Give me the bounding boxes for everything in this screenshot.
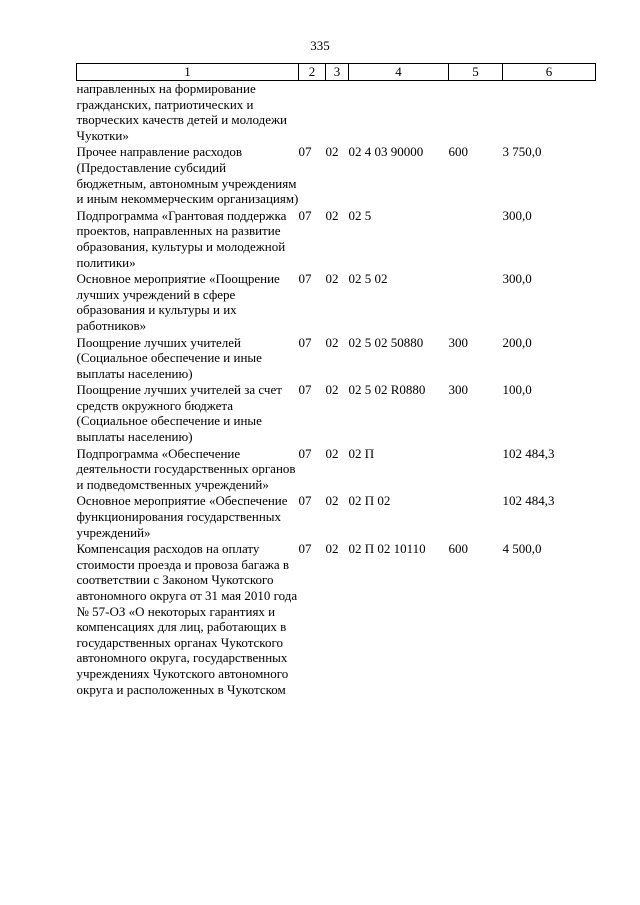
row-target-item: 02 5 02 R0880 [348,382,426,398]
row-subsection: 02 [325,382,339,398]
row-section: 07 [298,207,312,223]
row-section: 07 [298,493,312,509]
column-header-amount: 6 [503,64,596,81]
row-subsection: 02 [325,541,339,557]
table-row [77,144,596,207]
row-subsection [326,81,349,145]
row-amount: 3 750,0 [502,144,542,160]
row-name: Основное мероприятие «Поощрение лучших учреждений в сфере образования и культуры и их работников» [76,271,280,333]
row-amount: 102 484,3 [502,445,555,461]
row-section: 07 [298,271,312,287]
row-section: 07 [298,382,312,398]
row-subsection: 02 [325,334,339,350]
row-expense-type [449,81,503,145]
row-subsection: 02 [325,271,339,287]
row-amount: 4 500,0 [502,541,542,557]
row-amount: 100,0 [502,382,532,398]
row-name: Поощрение лучших учителей (Социальное обеспечение и иные выплаты населению) [76,334,262,381]
row-subsection: 02 [325,493,339,509]
column-header-expense-type: 5 [449,64,503,81]
row-subsection: 02 [325,144,339,160]
row-subsection: 02 [325,207,339,223]
row-section: 07 [298,144,312,160]
row-target-item: 02 П [348,445,375,461]
column-header-target-item: 4 [349,64,449,81]
row-amount: 300,0 [502,271,532,287]
table-row [77,271,596,334]
table-row [77,446,596,494]
row-expense-type [449,493,503,541]
row-expense-type: 300 [448,382,468,398]
row-target-item: 02 4 03 90000 [348,144,424,160]
table-row [77,382,596,445]
row-section [299,81,326,145]
column-header-subsection: 3 [326,64,349,81]
row-target-item: 02 5 02 [348,271,388,287]
row-name: Прочее направление расходов (Предоставление субсидий бюджетным, автономным учреждениям и иным некоммерческим организациям) [76,144,299,207]
table-row [77,493,596,541]
row-name: Подпрограмма «Обеспечение деятельности государственных органов и подведомственных учреждений» [76,445,296,492]
row-name: Поощрение лучших учителей за счет средств окружного бюджета (Социальное обеспечение и иные выплаты населению) [76,382,282,445]
budget-table [76,63,596,698]
column-header-section: 2 [299,64,326,81]
row-expense-type [449,208,503,271]
row-expense-type: 300 [448,334,468,350]
table-row [77,208,596,271]
row-expense-type [449,271,503,334]
row-target-item: 02 П 02 10110 [348,541,426,557]
row-name: Основное мероприятие «Обеспечение функционирования государственных учреждений» [76,493,288,540]
row-target-item: 02 5 [348,207,372,223]
row-amount: 300,0 [502,207,532,223]
table-header-row [77,64,596,81]
row-target-item: 02 П 02 [348,493,391,509]
page-number: 335 [310,38,330,53]
row-name: направленных на формирование гражданских, патриотических и творческих качеств детей и молодежи Чукотки» [76,81,287,143]
row-section: 07 [298,445,312,461]
row-target-item [349,81,449,145]
row-expense-type [449,446,503,494]
row-subsection: 02 [325,445,339,461]
table-row [77,335,596,383]
row-expense-type: 600 [448,144,468,160]
row-amount: 102 484,3 [502,493,555,509]
table-row [77,81,596,145]
row-expense-type: 600 [448,541,468,557]
row-amount [503,81,596,145]
row-name: Подпрограмма «Грантовая поддержка проектов, направленных на развитие образования, культуры и молодежной политики» [76,207,287,270]
table-row [77,541,596,698]
row-section: 07 [298,541,312,557]
column-header-name: 1 [77,64,299,81]
row-section: 07 [298,334,312,350]
row-amount: 200,0 [502,334,532,350]
row-target-item: 02 5 02 50880 [348,334,424,350]
row-name: Компенсация расходов на оплату стоимости проезда и провоза багажа в соответствии с Законом Чукотского автономного округа от 31 мая 2010 года № 57-ОЗ «О некоторых гарантиях и компенсациях для лиц, работающих в государственных органах Чукотского автономного округа, государственных учреждениях Чукотского автономного округа и расположенных в Чукотском [76,541,298,697]
